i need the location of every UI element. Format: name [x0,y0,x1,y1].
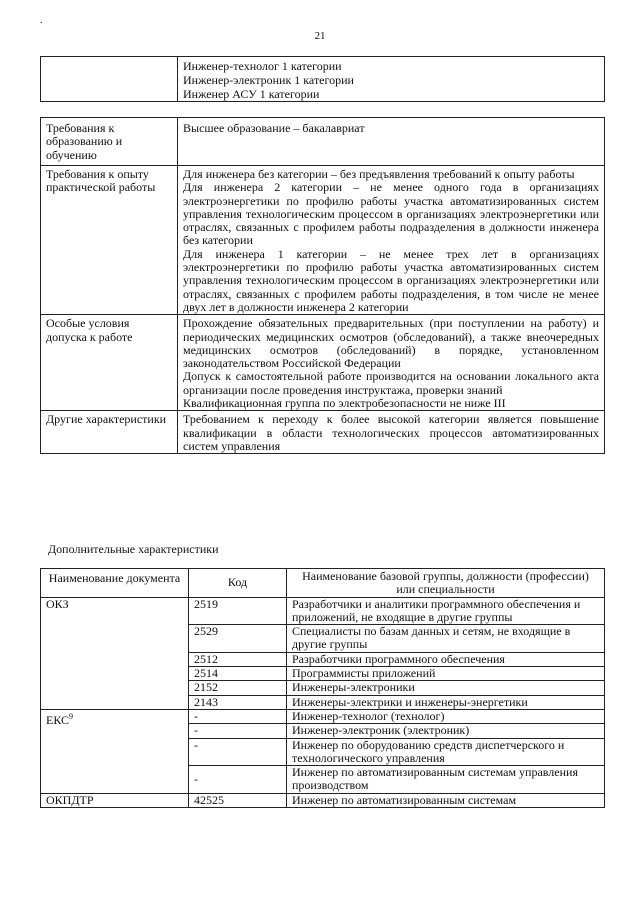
requirement-label: Особые условия допуска к работе [41,315,178,411]
header-code: Код [189,569,287,598]
footnote-ref: 9 [69,711,74,721]
name-cell: Специалисты по базам данных и сетям, не входящие в другие группы [287,625,605,653]
table-row [41,709,605,723]
document-name: ЕКС [46,712,70,727]
name-cell: Инженеры-электрики и инженеры-энергетики [287,695,605,709]
page-mark: . [40,15,43,26]
requirement-label: Требования к образованию и обучению [41,118,178,166]
requirements-table [40,117,605,454]
name-cell: Инженер-технолог (технолог) [287,709,605,723]
name-cell: Инженер по автоматизированным системам управления производством [287,766,605,794]
positions-list [178,57,605,102]
requirement-row [41,315,605,411]
header-document: Наименование документа [41,569,189,598]
code-cell: - [189,724,287,738]
code-cell: - [189,766,287,794]
code-cell: 42525 [189,793,287,807]
position-line: Инженер-электроник 1 категории [183,73,354,87]
requirement-row [41,411,605,454]
requirement-paragraph: Требованием к переходу к более высокой категории является повышение квалификации в области технологических процессов автоматизированных систем управления [183,412,599,453]
requirement-paragraph: Для инженера 1 категории – не менее трех лет в организациях электроэнергетики по профилю работы участка автоматизированных систем управления технологическим процессом в организациях электроэнергетики или отраслях, связанных с профилем работы подразделения, в том числе не менее двух лет в должности инженера 2 категории [183,246,599,314]
code-cell: - [189,738,287,766]
position-line: Инженер АСУ 1 категории [183,87,320,101]
table-header-row [41,569,605,598]
requirement-content [178,315,605,411]
requirement-content [178,166,605,315]
name-cell: Разработчики программного обеспечения [287,652,605,666]
requirement-paragraph: Высшее образование – бакалавриат [183,121,365,135]
positions-empty-cell [41,57,178,102]
positions-table [40,56,605,102]
name-cell: Программисты приложений [287,667,605,681]
document-name: ОКЗ [46,596,69,611]
code-cell: 2152 [189,681,287,695]
code-cell: 2519 [189,597,287,625]
position-line: Инженер-технолог 1 категории [183,59,342,73]
section-heading: Дополнительные характеристики [48,542,219,556]
code-cell: 2529 [189,625,287,653]
document-cell [41,709,189,793]
requirement-paragraph: Квалификационная группа по электробезопасности не ниже III [183,396,506,411]
document-name: ОКПДТР [46,792,94,807]
code-cell: 2143 [189,695,287,709]
requirement-paragraph: Прохождение обязательных предварительных (при поступлении на работу) и периодических медицинских осмотров (обследований), а также внеочередных медицинских осмотров (обследований) в порядке, установленном законодательством Российской Федерации [183,316,599,371]
classification-table [40,568,605,808]
name-cell: Инженер-электроник (электроник) [287,724,605,738]
requirement-paragraph: Для инженера 2 категории – не менее одного года в организациях электроэнергетики по профилю работы участка автоматизированных систем управления технологическим процессом в организациях электроэнергетики или отраслях, связанных с профилем работы подразделения в должности инженера без категории [183,180,599,248]
code-cell: - [189,709,287,723]
page-number: 21 [314,30,326,42]
requirement-paragraph: Допуск к самостоятельной работе производится на основании локального акта организации после проведения инструктажа, проверки знаний [183,369,599,397]
requirement-content [178,411,605,454]
table-row [41,597,605,625]
name-cell: Инженеры-электроники [287,681,605,695]
requirement-row [41,166,605,315]
name-cell: Инженер по автоматизированным системам [287,793,605,807]
document-cell [41,597,189,709]
document-cell [41,793,189,807]
requirement-paragraph: Для инженера без категории – без предъявления требований к опыту работы [183,167,575,181]
table-row [41,793,605,807]
header-name: Наименование базовой группы, должности (профессии) или специальности [287,569,605,598]
code-cell: 2512 [189,652,287,666]
requirement-row [41,118,605,166]
name-cell: Разработчики и аналитики программного обеспечения и приложений, не входящие в другие группы [287,597,605,625]
name-cell: Инженер по оборудованию средств диспетчерского и технологического управления [287,738,605,766]
requirement-label: Требования к опыту практической работы [41,166,178,315]
code-cell: 2514 [189,667,287,681]
requirement-content [178,118,605,166]
requirement-label: Другие характеристики [41,411,178,454]
